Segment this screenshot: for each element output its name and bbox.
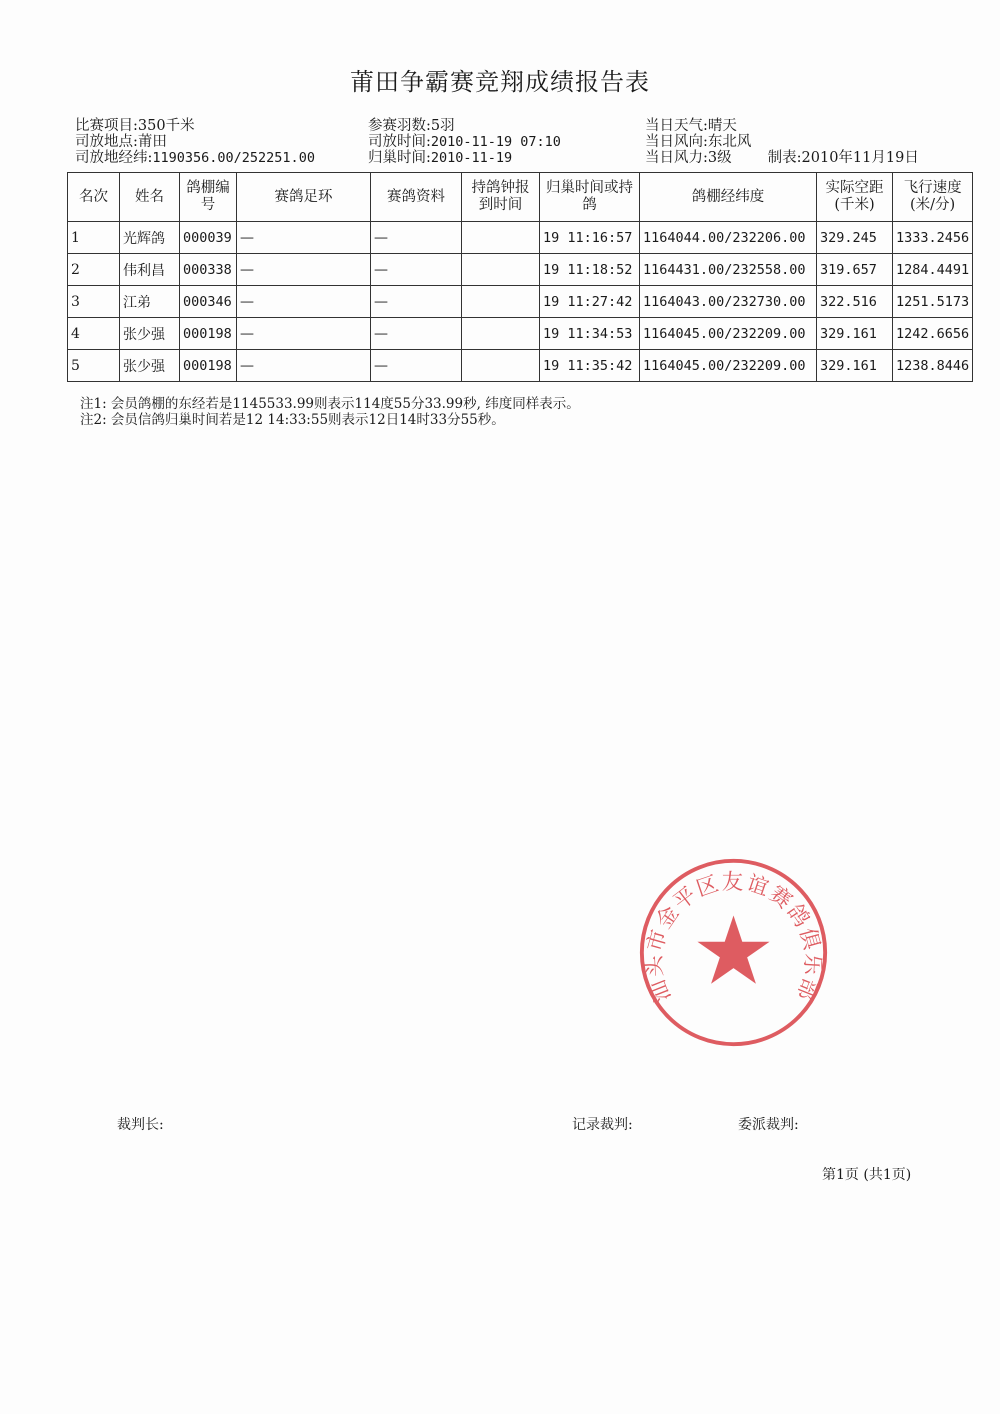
clock-report-cell <box>462 318 540 350</box>
column-header: 赛鸽足环 <box>237 173 371 222</box>
distance-cell: 329.245 <box>817 222 893 254</box>
ring-cell: — <box>237 222 371 254</box>
column-header: 赛鸽资料 <box>371 173 462 222</box>
clock-report-cell <box>462 350 540 382</box>
rank-cell: 1 <box>68 222 120 254</box>
loft-coords-cell: 1164045.00/232209.00 <box>640 318 817 350</box>
race-item-row <box>75 118 315 134</box>
loft-number-cell: 000039 <box>180 222 237 254</box>
loft-number-cell: 000198 <box>180 318 237 350</box>
speed-cell: 1284.4491 <box>893 254 973 286</box>
release-location-label: 司放地点: <box>75 134 138 150</box>
release-time-row <box>368 134 561 150</box>
club-seal-stamp <box>636 855 831 1050</box>
footnotes <box>80 396 580 428</box>
distance-cell: 329.161 <box>817 350 893 382</box>
speed-cell: 1238.8446 <box>893 350 973 382</box>
weather-row <box>645 118 919 134</box>
prepared-date-value: 2010年11月19日 <box>801 150 919 166</box>
loft-number-cell: 000346 <box>180 286 237 318</box>
rank-cell: 2 <box>68 254 120 286</box>
wind-force-row <box>645 150 919 166</box>
results-table <box>67 172 973 382</box>
race-item-value: 350千米 <box>137 118 195 134</box>
column-header: 鸽棚经纬度 <box>640 173 817 222</box>
race-info-left <box>75 118 315 166</box>
assigned-referee-label: 委派裁判: <box>738 1117 799 1133</box>
wind-force-value: 3级 <box>707 150 732 166</box>
name-cell: 张少强 <box>120 350 180 382</box>
distance-cell: 322.516 <box>817 286 893 318</box>
loft-coords-cell: 1164431.00/232558.00 <box>640 254 817 286</box>
column-header: 持鸽钟报到时间 <box>462 173 540 222</box>
star-icon <box>697 915 769 983</box>
loft-number-cell: 000198 <box>180 350 237 382</box>
speed-cell: 1251.5173 <box>893 286 973 318</box>
entries-value: 5羽 <box>430 118 455 134</box>
pigeon-info-cell: — <box>371 318 462 350</box>
name-cell: 江弟 <box>120 286 180 318</box>
race-info-right <box>645 118 919 166</box>
release-coords-row <box>75 150 315 166</box>
ring-cell: — <box>237 286 371 318</box>
ring-cell: — <box>237 318 371 350</box>
loft-coords-cell: 1164045.00/232209.00 <box>640 350 817 382</box>
release-location-value: 莆田 <box>137 134 167 150</box>
table-row <box>68 254 973 286</box>
ring-cell: — <box>237 254 371 286</box>
release-location-row <box>75 134 315 150</box>
ring-cell: — <box>237 350 371 382</box>
race-info-middle <box>368 118 561 166</box>
page-number: 第1页 (共1页) <box>822 1167 912 1183</box>
return-time-cell: 19 11:18:52 <box>540 254 640 286</box>
pigeon-info-cell: — <box>371 222 462 254</box>
seal-text: 汕头市金平区友谊赛鸽俱乐部 <box>641 869 826 1006</box>
return-time-label: 归巢时间: <box>368 150 431 166</box>
race-item-label: 比赛项目: <box>75 118 138 134</box>
table-row <box>68 222 973 254</box>
return-time-cell: 19 11:35:42 <box>540 350 640 382</box>
clock-report-cell <box>462 254 540 286</box>
table-header-row <box>68 173 973 222</box>
table-row <box>68 318 973 350</box>
entries-label: 参赛羽数: <box>368 118 431 134</box>
loft-coords-cell: 1164043.00/232730.00 <box>640 286 817 318</box>
column-header: 姓名 <box>120 173 180 222</box>
return-time-row <box>368 150 561 166</box>
pigeon-info-cell: — <box>371 350 462 382</box>
clock-report-cell <box>462 286 540 318</box>
prepared-date-label: 制表: <box>767 150 802 166</box>
release-coords-value: 1190356.00/252251.00 <box>152 150 315 166</box>
column-header: 名次 <box>68 173 120 222</box>
pigeon-info-cell: — <box>371 254 462 286</box>
loft-coords-cell: 1164044.00/232206.00 <box>640 222 817 254</box>
speed-cell: 1333.2456 <box>893 222 973 254</box>
release-time-value: 2010-11-19 07:10 <box>430 134 561 150</box>
recording-referee-label: 记录裁判: <box>572 1117 633 1133</box>
entries-row <box>368 118 561 134</box>
release-time-label: 司放时间: <box>368 134 431 150</box>
pigeon-info-cell: — <box>371 286 462 318</box>
rank-cell: 4 <box>68 318 120 350</box>
table-row <box>68 286 973 318</box>
report-title: 莆田争霸赛竞翔成绩报告表 <box>350 68 650 96</box>
clock-report-cell <box>462 222 540 254</box>
column-header: 鸽棚编号 <box>180 173 237 222</box>
weather-value: 晴天 <box>707 118 737 134</box>
footnote-1: 注1: 会员鸽棚的东经若是1145533.99则表示114度55分33.99秒, 纬度同样表示。 <box>80 396 580 412</box>
distance-cell: 329.161 <box>817 318 893 350</box>
name-cell: 张少强 <box>120 318 180 350</box>
rank-cell: 5 <box>68 350 120 382</box>
wind-force-label: 当日风力: <box>645 150 708 166</box>
chief-referee-label: 裁判长: <box>117 1117 164 1133</box>
distance-cell: 319.657 <box>817 254 893 286</box>
footnote-2: 注2: 会员信鸽归巢时间若是12 14:33:55则表示12日14时33分55秒。 <box>80 412 505 428</box>
wind-direction-value: 东北风 <box>707 134 752 150</box>
column-header: 飞行速度(米/分) <box>893 173 973 222</box>
return-time-value: 2010-11-19 <box>430 150 513 166</box>
wind-direction-row <box>645 134 919 150</box>
return-time-cell: 19 11:27:42 <box>540 286 640 318</box>
weather-label: 当日天气: <box>645 118 708 134</box>
return-time-cell: 19 11:34:53 <box>540 318 640 350</box>
rank-cell: 3 <box>68 286 120 318</box>
speed-cell: 1242.6656 <box>893 318 973 350</box>
column-header: 实际空距(千米) <box>817 173 893 222</box>
return-time-cell: 19 11:16:57 <box>540 222 640 254</box>
table-row <box>68 350 973 382</box>
name-cell: 光辉鸽 <box>120 222 180 254</box>
release-coords-label: 司放地经纬: <box>75 150 153 166</box>
column-header: 归巢时间或持鸽 <box>540 173 640 222</box>
loft-number-cell: 000338 <box>180 254 237 286</box>
wind-direction-label: 当日风向: <box>645 134 708 150</box>
name-cell: 伟利昌 <box>120 254 180 286</box>
